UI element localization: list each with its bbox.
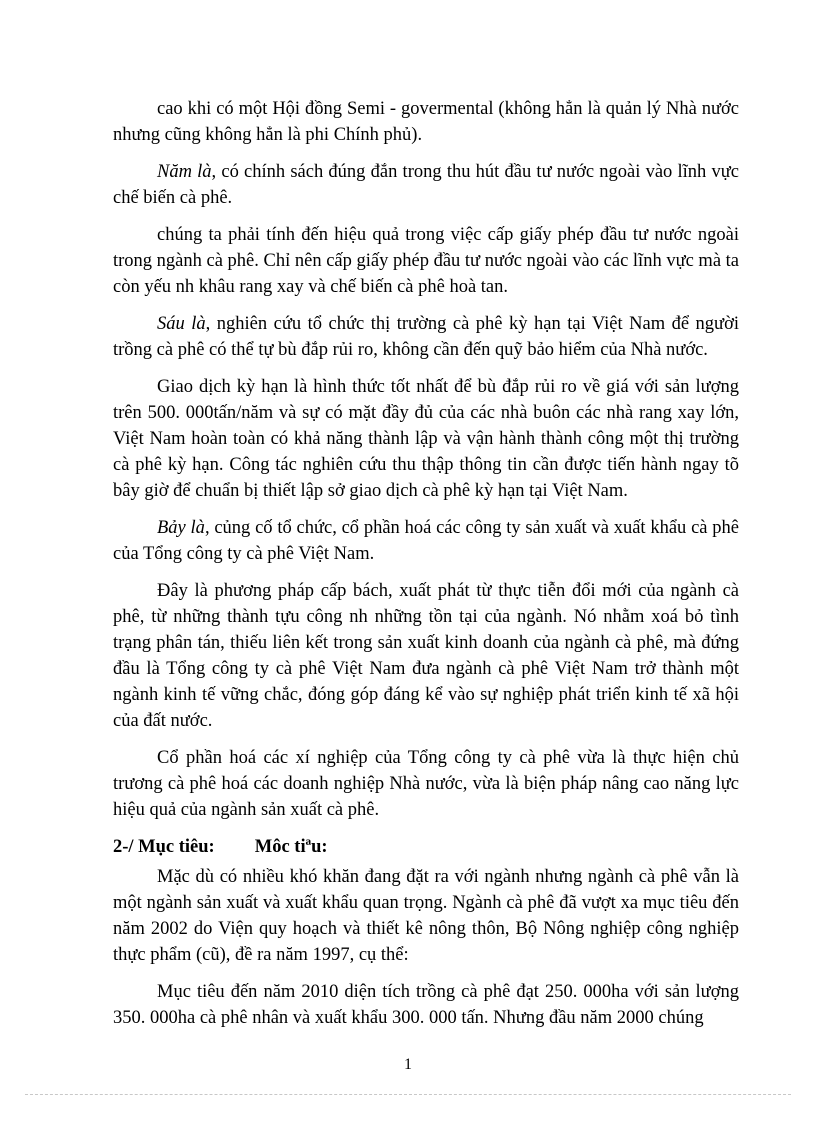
paragraph (113, 745, 739, 823)
section-heading-number: 2-/ Mục tiêu: (113, 837, 215, 857)
paragraph-text: Mặc dù có nhiều khó khăn đang đặt ra với ngành nhưng ngành cà phê vẫn là một ngành sản xuất và xuất khẩu quan trọng. Ngành cà phê đã vượt xa mục tiêu đến năm 2002 do Viện quy hoạch và thiết kê nông thôn, Bộ Nông nghiệp công nghiệp thực phẩm (cũ), đề ra năm 1997, cụ thể: (113, 867, 739, 965)
page-bottom-divider (25, 1094, 791, 1095)
paragraph-text: chúng ta phải tính đến hiệu quả trong việc cấp giấy phép đầu tư nước ngoài trong ngành cà phê. Chỉ nên cấp giấy phép đầu tư nước ngoài vào các lĩnh vực mà ta còn yếu nh khâu rang xay và chế biến cà phê hoà tan. (113, 225, 740, 297)
paragraph (113, 864, 739, 968)
paragraph-text: Giao dịch kỳ hạn là hình thức tốt nhất để bù đắp rủi ro về giá với sản lượng trên 500. 000tấn/năm và sự có mặt đầy đủ của các nhà buôn các nhà rang xay lớn, Việt Nam hoàn toàn có khả năng thành lập và vận hành thành công một thị trường cà phê kỳ hạn. Công tác nghiên cứu thu thập thông tin cần được tiến hành ngay tõ bây giờ để chuẩn bị thiết lập sở giao dịch cà phê kỳ hạn tại Việt Nam. (113, 377, 739, 501)
paragraph (113, 374, 739, 504)
paragraph-text: , củng cố tổ chức, cổ phần hoá các công ty sản xuất và xuất khẩu cà phê của Tổng công ty cà phê Việt Nam. (113, 518, 739, 564)
section-heading-secondary: Môc tiªu: (254, 837, 328, 857)
paragraph-lead: Bảy là (157, 518, 205, 538)
paragraph-text: , có chính sách đúng đắn trong thu hút đầu tư nước ngoài vào lĩnh vực chế biến cà phê. (113, 162, 739, 208)
paragraph (113, 222, 739, 300)
page-number: 1 (404, 1056, 412, 1073)
paragraph (113, 311, 739, 363)
paragraph (113, 578, 739, 734)
section-heading (113, 834, 739, 860)
document-body (113, 96, 739, 1042)
paragraph-lead: Sáu là (157, 314, 206, 334)
paragraph-text: Mục tiêu đến năm 2010 diện tích trồng cà phê đạt 250. 000ha với sản lượng 350. 000ha cà phê nhân và xuất khẩu 300. 000 tấn. Nhưng đầu năm 2000 chúng (113, 982, 739, 1028)
paragraph (113, 979, 739, 1031)
paragraph (113, 159, 739, 211)
paragraph-text: , nghiên cứu tổ chức thị trường cà phê kỳ hạn tại Việt Nam để người trồng cà phê có thể tự bù đắp rủi ro, không cần đến quỹ bảo hiểm của Nhà nước. (113, 314, 740, 360)
paragraph-text: Đây là phương pháp cấp bách, xuất phát từ thực tiễn đổi mới của ngành cà phê, từ những thành tựu công nh những tồn tại của ngành. Nó nhằm xoá bỏ tình trạng phân tán, thiếu liên kết trong sản xuất kinh doanh của ngành cà phê, mà đứng đầu là Tổng công ty cà phê Việt Nam đưa ngành cà phê Việt Nam trở thành một ngành kinh tế vững chắc, đóng góp đáng kể vào sự nghiệp phát triển kinh tế xã hội của đất nước. (113, 581, 739, 731)
paragraph-text: Cổ phần hoá các xí nghiệp của Tổng công ty cà phê vừa là thực hiện chủ trương cà phê hoá các doanh nghiệp Nhà nước, vừa là biện pháp nâng cao năng lực hiệu quả của ngành sản xuất cà phê. (113, 748, 739, 820)
paragraph-text: cao khi có một Hội đồng Semi - govermental (không hẳn là quản lý Nhà nước nhưng cũng không hẳn là phi Chính phủ). (113, 99, 739, 145)
paragraph-lead: Năm là (157, 162, 212, 182)
paragraph (113, 515, 739, 567)
paragraph (113, 96, 739, 148)
